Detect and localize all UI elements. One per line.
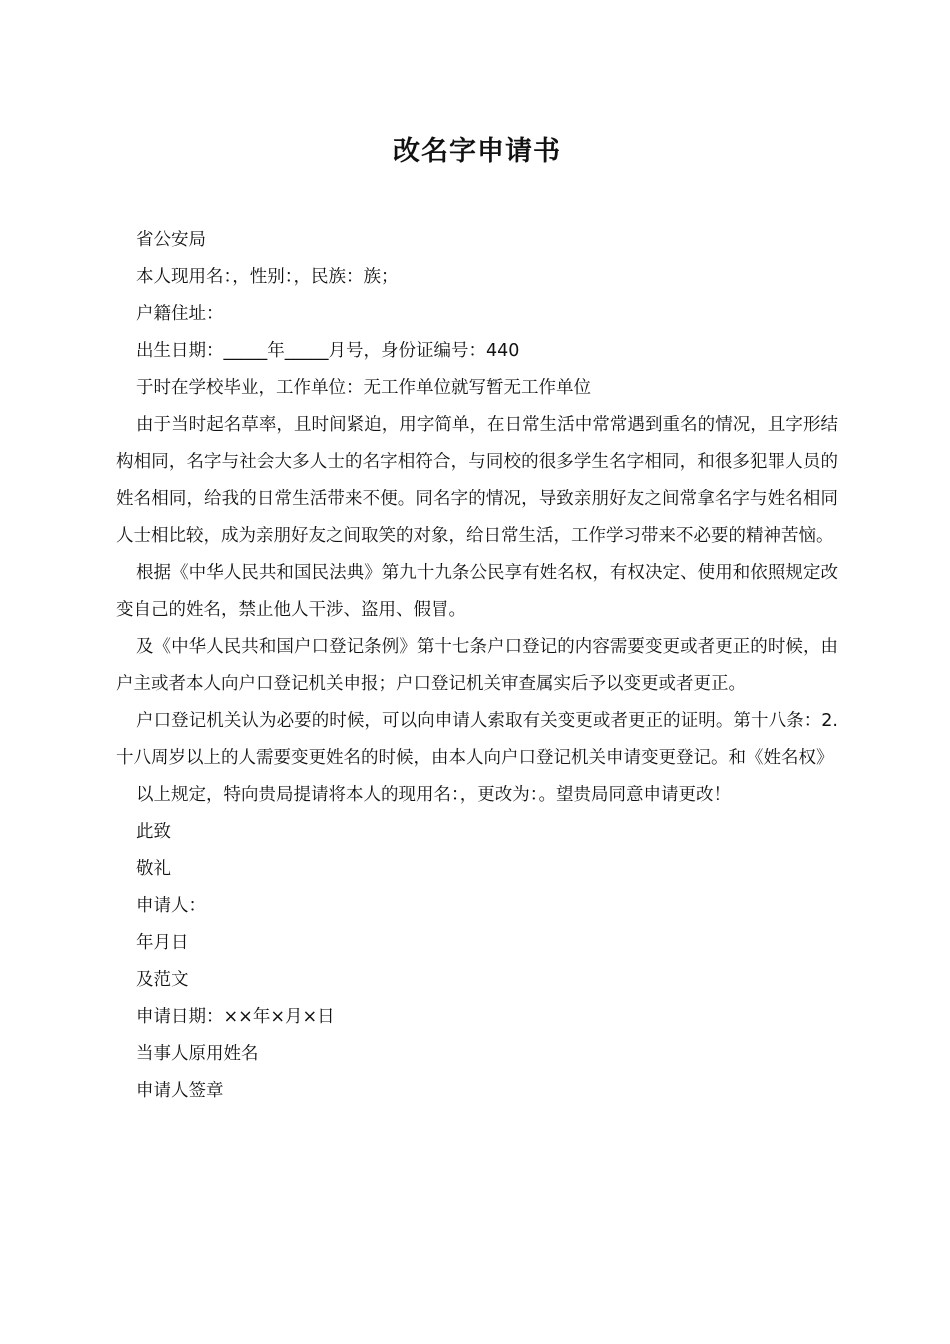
application-date-line: 申请日期：××年×月×日 <box>136 1007 335 1027</box>
article-eighteen-paragraph: 户口登记机关认为必要的时候，可以向申请人索取有关变更或者更正的证明。第十八条：2. 十八周岁以上的人需要变更姓名的时候，由本人向户口登记机关申请变更登记。和《姓名权》 <box>116 711 844 768</box>
registration-regulation-paragraph: 及《中华人民共和国户口登记条例》第十七条户口登记的内容需要变更或者更正的时候，由户主或者本人向户口登记机关申报；户口登记机关审查属实后予以变更或者更正。 <box>116 637 838 694</box>
birth-date-line: 出生日期：_____年_____月号，身份证编号：440 <box>136 341 520 361</box>
signature-line: 申请人签章 <box>136 1081 224 1101</box>
sample-heading: 及范文 <box>136 970 189 990</box>
original-name-line: 当事人原用姓名 <box>136 1044 259 1064</box>
current-name-line: 本人现用名：，性别：，民族：族； <box>136 267 399 287</box>
document-body <box>116 222 844 1110</box>
closing-line-2: 敬礼 <box>136 859 171 879</box>
date-line: 年月日 <box>136 933 189 953</box>
document-title: 改名字申请书 <box>393 136 561 167</box>
recipient-line: 省公安局 <box>136 230 206 250</box>
request-paragraph: 以上规定，特向贵局提请将本人的现用名：，更改为：。望贵局同意申请更改！ <box>136 785 731 805</box>
graduation-line: 于时在学校毕业，工作单位：无工作单位就写暂无工作单位 <box>136 378 591 398</box>
address-line: 户籍住址： <box>136 304 224 324</box>
closing-line-1: 此致 <box>136 822 171 842</box>
reason-paragraph: 由于当时起名草率，且时间紧迫，用字简单，在日常生活中常常遇到重名的情况，且字形结构相同，名字与社会大多人士的名字相符合，与同校的很多学生名字相同，和很多犯罪人员的姓名相同，给我的日常生活带来不便。同名字的情况，导致亲朋好友之间常拿名字与姓名相同人士相比较，成为亲朋好友之间取笑的对象，给日常生活，工作学习带来不必要的精神苦恼。 <box>116 415 838 546</box>
applicant-line: 申请人： <box>136 896 206 916</box>
civil-code-paragraph: 根据《中华人民共和国民法典》第九十九条公民享有姓名权，有权决定、使用和依照规定改变自己的姓名，禁止他人干涉、盗用、假冒。 <box>116 563 838 620</box>
